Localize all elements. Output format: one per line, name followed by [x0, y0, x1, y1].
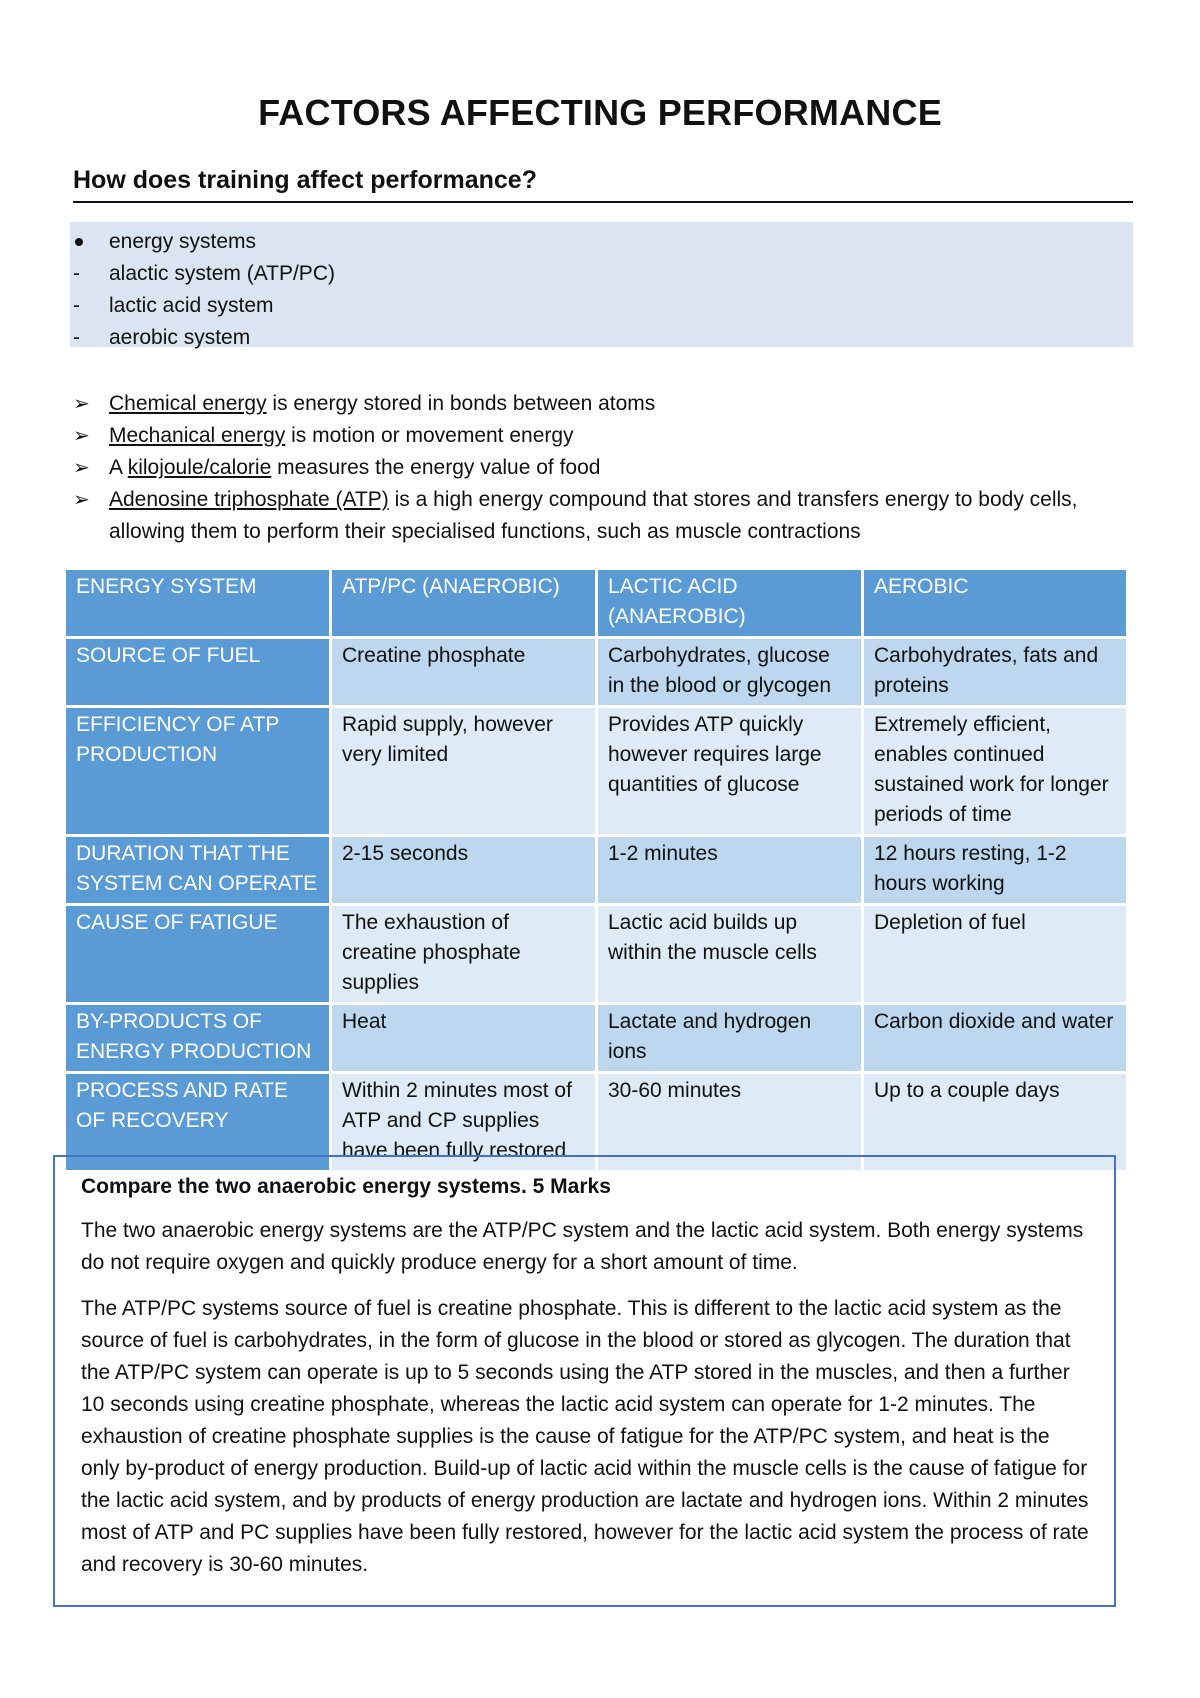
row-label: BY-PRODUCTS OF ENERGY PRODUCTION [65, 1004, 331, 1073]
table-cell: The exhaustion of creatine phosphate supplies [331, 905, 597, 1004]
table-cell: 12 hours resting, 1-2 hours working [863, 836, 1128, 905]
definition-term: kilojoule/calorie [127, 456, 272, 479]
list-item [70, 258, 1133, 290]
row-label: SOURCE OF FUEL [65, 638, 331, 707]
list-item-text: energy systems [109, 230, 257, 253]
table-header-row [65, 569, 1128, 638]
definition-item: ➢ Adenosine triphosphate (ATP) is a high energy compound that stores and transfers energy to body cells, allowing them to perform their specialised functions, such as muscle contractions [73, 484, 1143, 548]
energy-systems-list [70, 222, 1133, 347]
row-label: PROCESS AND RATE OF RECOVERY [65, 1073, 331, 1172]
table-cell: Rapid supply, however very limited [331, 707, 597, 836]
table-cell: Up to a couple days [863, 1073, 1128, 1172]
list-item [70, 290, 1133, 322]
table-cell: 1-2 minutes [597, 836, 863, 905]
table-cell: Carbohydrates, fats and proteins [863, 638, 1128, 707]
arrow-bullet-icon: ➢ [73, 425, 90, 447]
dash-marker: - [73, 294, 80, 317]
bullet-icon [73, 226, 93, 258]
definition-item: ➢ Mechanical energy is motion or movement energy [73, 420, 1143, 452]
definition-item: ➢ A kilojoule/calorie measures the energy value of food [73, 452, 1143, 484]
list-item [70, 226, 1133, 258]
table-row [65, 905, 1128, 1004]
dash-marker: - [73, 326, 80, 349]
answer-paragraph: The ATP/PC systems source of fuel is creatine phosphate. This is different to the lactic acid system as the source of fuel is carbohydrates, in the form of glucose in the blood or stored as glycogen. The duration that the ATP/PC system can operate is up to 5 seconds using the ATP stored in the muscles, and then a further 10 seconds using creatine phosphate, whereas the lactic acid system can operate for 1-2 minutes. The exhaustion of creatine phosphate supplies is the cause of fatigue for the ATP/PC system, and heat is the only by-product of energy production. Build-up of lactic acid within the muscle cells is the cause of fatigue for the lactic acid system, and by products of energy production are lactate and hydrogen ions. Within 2 minutes most of ATP and PC supplies have been fully restored, however for the lactic acid system the process of rate and recovery is 30-60 minutes. [81, 1297, 1089, 1576]
definition-term: Chemical energy [109, 392, 267, 415]
list-item [70, 322, 1133, 354]
table-cell: Carbohydrates, glucose in the blood or glycogen [597, 638, 863, 707]
table-header-cell: ATP/PC (ANAEROBIC) [331, 569, 597, 638]
table-cell: Lactic acid builds up within the muscle cells [597, 905, 863, 1004]
table-row [65, 836, 1128, 905]
row-label: CAUSE OF FATIGUE [65, 905, 331, 1004]
table-cell: Heat [331, 1004, 597, 1073]
arrow-bullet-icon: ➢ [73, 393, 90, 415]
table-cell: Depletion of fuel [863, 905, 1128, 1004]
energy-systems-table [63, 567, 1129, 1173]
row-label: EFFICIENCY OF ATP PRODUCTION [65, 707, 331, 836]
answer-paragraph: The two anaerobic energy systems are the ATP/PC system and the lactic acid system. Both energy systems do not require oxygen and quickly produce energy for a short amount of time. [81, 1219, 1084, 1274]
table-cell: Creatine phosphate [331, 638, 597, 707]
list-item-text: lactic acid system [109, 294, 274, 317]
table-row [65, 707, 1128, 836]
definition-term: Adenosine triphosphate (ATP) [109, 488, 389, 511]
answer-box [53, 1155, 1116, 1607]
page-title: FACTORS AFFECTING PERFORMANCE [258, 92, 942, 133]
table-cell: Carbon dioxide and water [863, 1004, 1128, 1073]
definition-item: ➢ Chemical energy is energy stored in bonds between atoms [73, 388, 1143, 420]
section-heading: How does training affect performance? [73, 166, 1133, 203]
table-header-cell: AEROBIC [863, 569, 1128, 638]
dash-marker: - [73, 262, 80, 285]
arrow-bullet-icon: ➢ [73, 489, 90, 511]
table-cell: 2-15 seconds [331, 836, 597, 905]
definitions-list [73, 388, 1143, 548]
table-row [65, 638, 1128, 707]
list-item-text: aerobic system [109, 326, 251, 349]
definition-term: Mechanical energy [109, 424, 286, 447]
table-header-cell: LACTIC ACID (ANAEROBIC) [597, 569, 863, 638]
table-cell: Within 2 minutes most of ATP and CP supplies have been fully restored [331, 1073, 597, 1172]
table-cell: Lactate and hydrogen ions [597, 1004, 863, 1073]
table-cell: Extremely efficient, enables continued sustained work for longer periods of time [863, 707, 1128, 836]
table-cell: 30-60 minutes [597, 1073, 863, 1172]
row-label: DURATION THAT THE SYSTEM CAN OPERATE [65, 836, 331, 905]
table-header-cell: ENERGY SYSTEM [65, 569, 331, 638]
list-item-text: alactic system (ATP/PC) [109, 262, 335, 285]
arrow-bullet-icon: ➢ [73, 457, 90, 479]
table-cell: Provides ATP quickly however requires large quantities of glucose [597, 707, 863, 836]
question-heading: Compare the two anaerobic energy systems. 5 Marks [81, 1175, 611, 1198]
table-row [65, 1004, 1128, 1073]
